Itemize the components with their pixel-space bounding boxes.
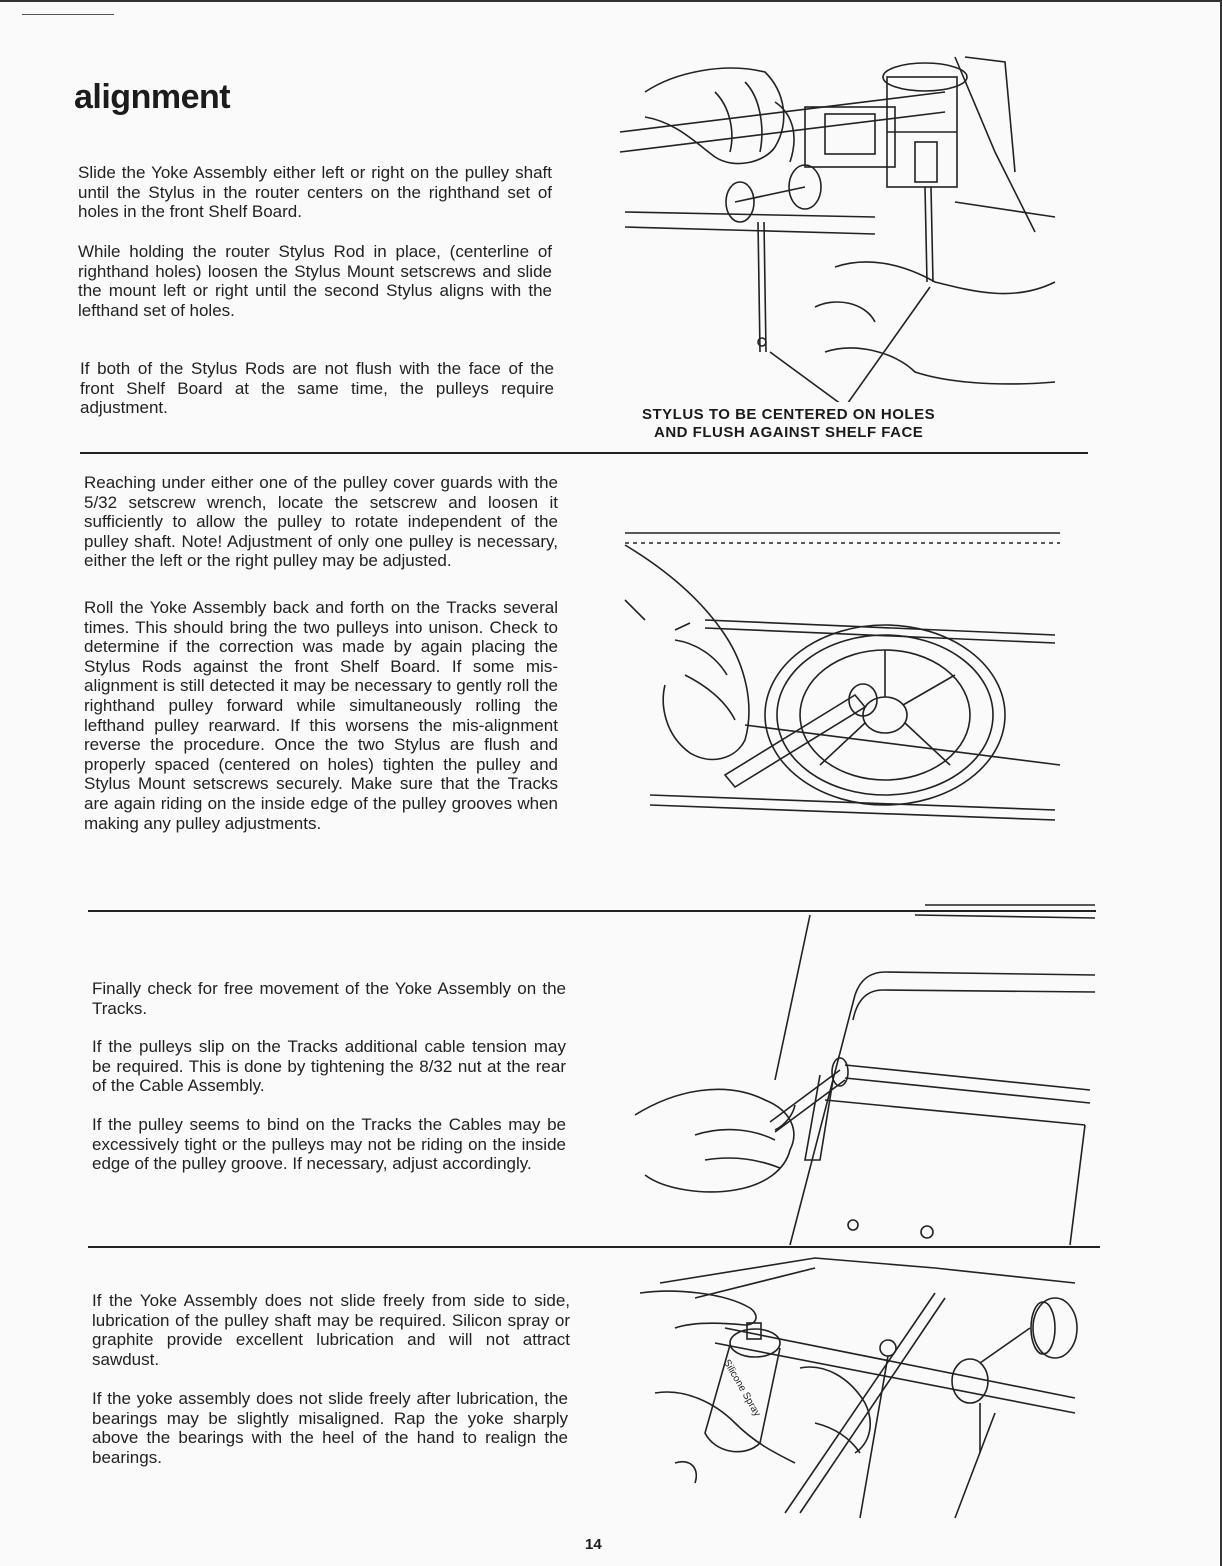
section1-paragraph-3: If both of the Stylus Rods are not flush with the face of the front Shelf Board at the same time, the pulleys require adjustment.	[80, 359, 554, 418]
section3-paragraph-2: If the pulleys slip on the Tracks additional cable tension may be required. This is done by tightening the 8/32 nut at the rear of the Cable Assembly.	[92, 1037, 566, 1096]
section3-paragraph-3: If the pulley seems to bind on the Tracks the Cables may be excessively tight or the pulleys may not be riding on the inside edge of the pulley groove. If necessary, adjust accordingly.	[92, 1115, 566, 1174]
section1-paragraph-2: While holding the router Stylus Rod in place, (centerline of righthand holes) loosen the Stylus Mount setscrews and slide the mount left or right until the second Stylus aligns with the lefthand set of holes.	[78, 242, 552, 320]
page-number: 14	[585, 1536, 602, 1553]
lubrication-illustration	[635, 1253, 1085, 1523]
section2-paragraph-1: Reaching under either one of the pulley cover guards with the 5/32 setscrew wrench, locate the setscrew and loosen it sufficiently to allow the pulley to rotate independent of the pulley shaft. Note! Adjustment of only one pulley is necessary, either the left or the right pulley may be adjusted.	[84, 473, 558, 571]
figure-caption-line-2: AND FLUSH AGAINST SHELF FACE	[654, 424, 924, 441]
track-movement-illustration	[625, 900, 1100, 1245]
section-divider-1	[80, 452, 1088, 454]
spray-can-label: Silicone Spray	[720, 1357, 763, 1419]
pulley-adjustment-illustration	[615, 525, 1065, 835]
page-title: alignment	[74, 78, 231, 116]
section4-paragraph-1: If the Yoke Assembly does not slide freely from side to side, lubrication of the pulley shaft may be required. Silicon spray or graphite provide excellent lubrication and will not attract sawdust.	[92, 1291, 570, 1369]
figure-caption-line-1: STYLUS TO BE CENTERED ON HOLES	[642, 406, 936, 423]
section3-paragraph-1: Finally check for free movement of the Yoke Assembly on the Tracks.	[92, 979, 566, 1018]
stylus-alignment-illustration	[615, 52, 1065, 402]
page-border-top	[0, 0, 1222, 2]
header-rule	[22, 14, 114, 15]
section2-paragraph-2: Roll the Yoke Assembly back and forth on the Tracks several times. This should bring the two pulleys into unison. Check to determine if the correction was made by again placing the Stylus Rods against the front Shelf Board. If some mis-alignment is still detected it may be necessary to gently roll the righthand pulley forward while simultaneously rolling the lefthand pulley rearward. If this worsens the mis-alignment reverse the procedure. Once the two Stylus are flush and properly spaced (centered on holes) tighten the pulley and Stylus Mount setscrews securely. Make sure that the Tracks are again riding on the inside edge of the pulley grooves when making any pulley adjustments.	[84, 598, 558, 833]
section1-paragraph-1: Slide the Yoke Assembly either left or right on the pulley shaft until the Stylus in the router centers on the righthand set of holes in the front Shelf Board.	[78, 163, 552, 222]
section-divider-3	[88, 1246, 1100, 1248]
section4-paragraph-2: If the yoke assembly does not slide freely after lubrication, the bearings may be slightly misaligned. Rap the yoke sharply above the bearings with the heel of the hand to realign the bearings.	[92, 1389, 568, 1467]
